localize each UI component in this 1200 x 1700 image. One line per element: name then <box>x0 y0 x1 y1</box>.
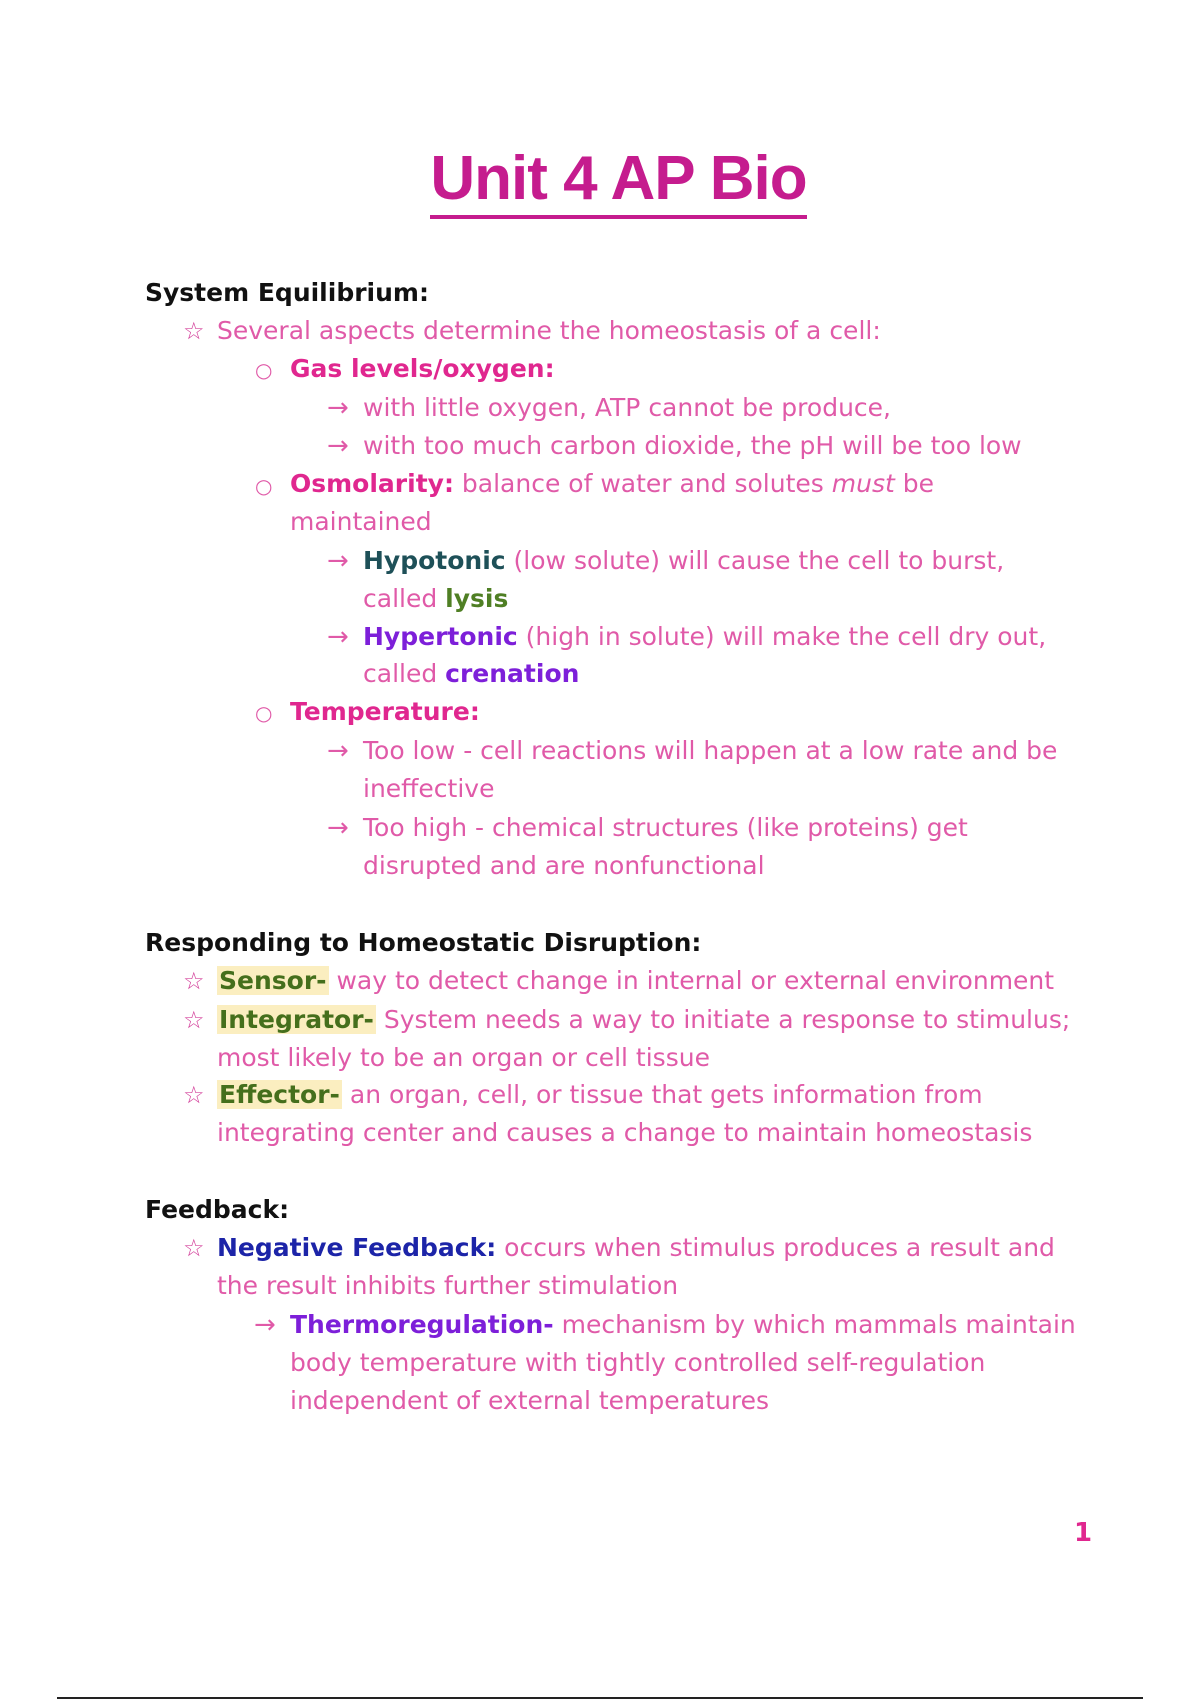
arrow-icon: → <box>327 546 349 576</box>
temp-low: Too low - cell reactions will happen at a low rate and be <box>363 736 1058 765</box>
lysis-term: lysis <box>445 584 509 613</box>
circle-bullet-icon: ○ <box>255 474 273 498</box>
circle-bullet-icon: ○ <box>255 701 273 725</box>
page-number: 1 <box>1074 1518 1093 1548</box>
hypertonic-line: Hypertonic (high in solute) will make the cell dry out, <box>363 622 1047 651</box>
temp-high-cont: disrupted and are nonfunctional <box>363 851 765 880</box>
effector-item: Effector- an organ, cell, or tissue that gets information from <box>219 1080 983 1109</box>
star-icon: ☆ <box>183 1081 205 1109</box>
osmolarity-label: Osmolarity: <box>290 469 454 498</box>
star-icon: ☆ <box>183 317 205 345</box>
star-icon: ☆ <box>183 1006 205 1034</box>
integrator-term: Integrator- <box>219 1005 374 1034</box>
hypotonic-term: Hypotonic <box>363 546 506 575</box>
page-title: Unit 4 AP Bio <box>0 148 1200 210</box>
section-heading-equilibrium: System Equilibrium: <box>145 278 429 307</box>
hypotonic-line: Hypotonic (low solute) will cause the cell to burst, <box>363 546 1005 575</box>
negative-feedback-term: Negative Feedback: <box>217 1233 497 1262</box>
gas-point: with too much carbon dioxide, the pH will be too low <box>363 431 1022 460</box>
temp-high: Too high - chemical structures (like proteins) get <box>363 813 968 842</box>
crenation-term: crenation <box>445 659 580 688</box>
arrow-icon: → <box>254 1310 276 1340</box>
arrow-icon: → <box>327 813 349 843</box>
bottom-rule <box>57 1697 1143 1699</box>
gas-label: Gas levels/oxygen: <box>290 354 555 383</box>
hypertonic-term: Hypertonic <box>363 622 518 651</box>
equilibrium-intro: Several aspects determine the homeostasis of a cell: <box>217 316 881 345</box>
thermoregulation-cont: body temperature with tightly controlled self-regulation <box>290 1348 986 1377</box>
osmolarity-line-cont: maintained <box>290 507 432 536</box>
integrator-item: Integrator- System needs a way to initiate a response to stimulus; <box>219 1005 1071 1034</box>
hypertonic-line-cont: called crenation <box>363 659 580 688</box>
star-icon: ☆ <box>183 967 205 995</box>
gas-point: with little oxygen, ATP cannot be produce, <box>363 393 891 422</box>
sensor-item: Sensor- way to detect change in internal or external environment <box>219 966 1055 995</box>
temperature-label: Temperature: <box>290 697 480 726</box>
integrator-cont: most likely to be an organ or cell tissue <box>217 1043 710 1072</box>
effector-term: Effector- <box>219 1080 340 1109</box>
star-icon: ☆ <box>183 1234 205 1262</box>
arrow-icon: → <box>327 736 349 766</box>
arrow-icon: → <box>327 393 349 423</box>
osmolarity-line: Osmolarity: balance of water and solutes must be <box>290 469 934 498</box>
arrow-icon: → <box>327 431 349 461</box>
thermoregulation-term: Thermoregulation- <box>290 1310 554 1339</box>
thermoregulation-item: Thermoregulation- mechanism by which mammals maintain <box>290 1310 1076 1339</box>
sensor-term: Sensor- <box>219 966 327 995</box>
section-heading-feedback: Feedback: <box>145 1195 290 1224</box>
hypotonic-line-cont: called lysis <box>363 584 509 613</box>
arrow-icon: → <box>327 622 349 652</box>
negative-feedback-item: Negative Feedback: occurs when stimulus produces a result and <box>217 1233 1055 1262</box>
section-heading-responding: Responding to Homeostatic Disruption: <box>145 928 702 957</box>
effector-cont: integrating center and causes a change to maintain homeostasis <box>217 1118 1033 1147</box>
thermoregulation-cont: independent of external temperatures <box>290 1386 770 1415</box>
negative-feedback-cont: the result inhibits further stimulation <box>217 1271 679 1300</box>
temp-low-cont: ineffective <box>363 774 495 803</box>
circle-bullet-icon: ○ <box>255 358 273 382</box>
